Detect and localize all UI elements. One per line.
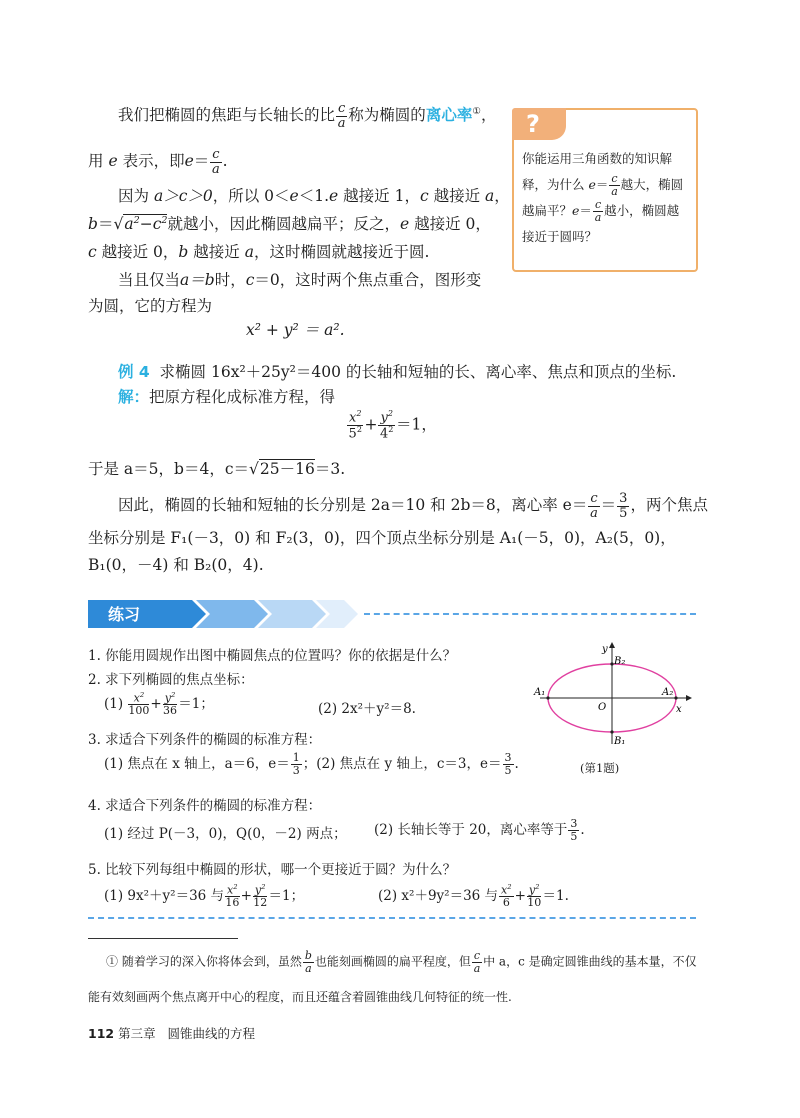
chapter-title: 圆锥曲线的方程 (167, 1026, 256, 1041)
x-axis-label: x (676, 704, 682, 715)
b1-label: B₁ (614, 736, 626, 747)
ellipse-figure (530, 640, 700, 755)
origin-label: O (598, 702, 607, 713)
y-axis-arrow-icon (609, 642, 615, 648)
practice-title: 练习 (108, 605, 141, 624)
example-4-values: 于是 a＝5，b＝4，c＝√25－16＝3. (88, 460, 346, 478)
practice-q2-part1: (1) $\frac{x^2}{100}$ + $\frac{y^2}{36}$ ＝1； (104, 691, 214, 718)
standard-form-equation: $\frac{x^2}{5^2}$ + $\frac{y^2}{4^2}$ ＝1， (348, 409, 437, 442)
practice-q1: 1. 你能用圆规作出图中椭圆焦点的位置吗？你的依据是什么？ (88, 648, 457, 664)
x-axis-arrow-icon (686, 695, 692, 701)
practice-q4: 4. 求适合下列条件的椭圆的标准方程： (88, 798, 322, 814)
chapter-label: 第三章 (118, 1026, 156, 1041)
practice-q5: 5. 比较下列每组中椭圆的形状，哪一个更接近于圆？为什么？ (88, 862, 457, 878)
para3-line-2: 为圆，它的方程为 (88, 297, 213, 315)
practice-q4-part2: (2) 长轴长等于 20，离心率等于 $\frac{3}{5}$ . (374, 817, 585, 843)
practice-banner (88, 600, 358, 628)
a1-label: A₁ (534, 687, 546, 698)
footnote-line-1: ① 随着学习的深入你将体会到，虽然 $\frac{b}{a}$ 也能刻画椭圆的扁平程度，但 $\frac{c}{a}$ 中 a，c 是确定圆锥曲线的基本量，不仅 (106, 949, 697, 975)
intro-line-1: 我们把椭圆的焦距与长轴长的比 $\frac{c}{a}$ 称为椭圆的离心率①， (118, 101, 497, 131)
page-footer (88, 1024, 255, 1042)
b2-label: B₂ (614, 656, 626, 667)
figure-caption: (第1题) (580, 761, 620, 775)
y-axis-label: y (602, 644, 608, 655)
sidebar-text: 你能运用三角函数的知识解释，为什么 e＝ $\frac{c}{a}$ 越大，椭圆越扁平？e＝ $\frac{c}{a}$ 越小，椭圆越接近于圆吗？ (522, 151, 684, 244)
practice-bottom-divider (88, 917, 696, 919)
practice-top-divider (364, 613, 696, 615)
think-sidebar (512, 108, 698, 272)
practice-q5-part2: (2) x²＋9y²＝36 与 $\frac{x^2}{6}$ + $\frac{y^2}{10}$ ＝1. (378, 883, 569, 910)
a2-label: A₂ (662, 687, 674, 698)
footnote-line-2: 能有效刻画两个焦点离开中心的程度，而且还蕴含着圆锥曲线几何特征的统一性. (88, 990, 512, 1004)
para2-line-3: c 越接近 0，b 越接近 a，这时椭圆就越接近于圆. (88, 243, 430, 261)
example-4-question: 例 4 求椭圆 16x²＋25y²＝400 的长轴和短轴的长、离心率、焦点和顶点的坐标. (118, 363, 677, 381)
question-icon: ? (512, 108, 566, 140)
para2-line-2: $b=√a^2-c^2$就越小，因此椭圆越扁平；反之，e 越接近 0， (88, 214, 491, 233)
practice-q5-part1: (1) 9x²＋y²＝36 与 $\frac{x^2}{16}$ + $\frac{y^2}{12}$ ＝1； (104, 883, 305, 910)
practice-q3-parts: (1) 焦点在 x 轴上，a＝6，e＝ $\frac{1}{3}$ ；(2) 焦点在 y 轴上，c＝3，e＝ $\frac{3}{5}$ . (104, 751, 519, 777)
practice-q2: 2. 求下列椭圆的焦点坐标： (88, 672, 254, 688)
circle-equation: x² + y² ＝ a². (246, 321, 345, 339)
page-number: 112 (88, 1026, 115, 1041)
eccentricity-term: 离心率 (425, 106, 473, 125)
practice-q2-part2: (2) 2x²＋y²＝8. (318, 701, 416, 717)
intro-line-2: 用 e 表示，即e＝ $\frac{c}{a}$ . (88, 147, 228, 177)
practice-q3: 3. 求适合下列条件的椭圆的标准方程： (88, 732, 322, 748)
example-4-conclusion-2: 坐标分别是 F₁(－3，0) 和 F₂(3，0)，四个顶点坐标分别是 A₁(－5，0)，A₂(5，0)， (88, 529, 676, 547)
para2-line-1: 因为 a＞c＞0，所以 0＜e＜1.e 越接近 1，c 越接近 a， (118, 187, 510, 205)
para3-line-1: 当且仅当a＝b时，c＝0，这时两个焦点重合，图形变 (118, 271, 482, 289)
practice-q4-part1: (1) 经过 P(－3，0)，Q(0，－2) 两点； (104, 826, 347, 842)
example-4-conclusion-1: 因此，椭圆的长轴和短轴的长分别是 2a＝10 和 2b＝8，离心率 e＝ $\frac{c}{a}$ ＝ $\frac{3}{5}$ ，两个焦点 (118, 491, 708, 521)
footnote-rule (88, 938, 238, 939)
example-4-conclusion-3: B₁(0，－4) 和 B₂(0，4). (88, 556, 264, 574)
example-4-solution-start: 解：把原方程化成标准方程，得 (118, 388, 336, 406)
